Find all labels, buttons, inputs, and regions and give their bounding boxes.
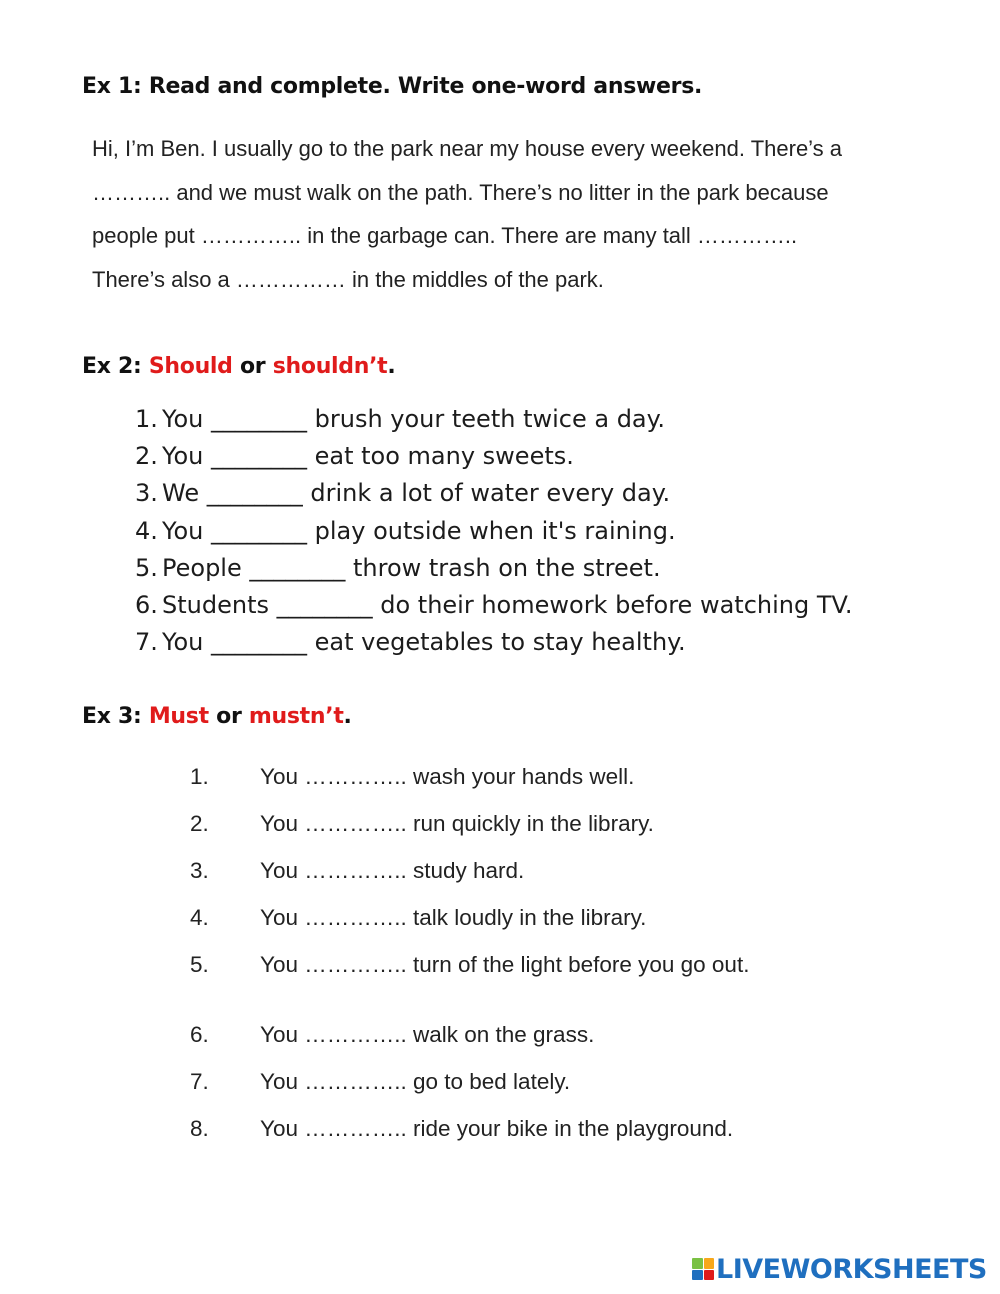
item-text: Students ________ do their homework before watching TV. xyxy=(162,590,853,619)
ex3-item xyxy=(190,1067,570,1097)
ex3-item xyxy=(190,762,634,792)
item-text: We ________ drink a lot of water every day. xyxy=(162,479,671,508)
ex3-word-mustnt: mustn’t xyxy=(248,704,344,729)
liveworksheets-logo[interactable] xyxy=(692,1252,987,1286)
ex3-item xyxy=(190,1114,733,1144)
passage-line: Hi, I’m Ben. I usually go to the park near my house every weekend. There’s a xyxy=(92,136,843,161)
ex3-item xyxy=(190,950,749,980)
item-number: 1. xyxy=(190,764,209,789)
item-number: 3. xyxy=(135,479,158,508)
ex2-item xyxy=(135,627,852,664)
ex2-title xyxy=(82,354,395,379)
item-text: You ________ play outside when it's raining. xyxy=(162,516,676,545)
item-number: 1. xyxy=(135,405,158,433)
ex3-item xyxy=(190,1020,594,1050)
ex2-word-shouldnt: shouldn’t xyxy=(272,354,388,379)
item-number: 6. xyxy=(190,1022,209,1047)
passage-line: people put ………….. in the garbage can. There are many tall ………….. xyxy=(92,223,798,248)
item-text: You ………….. walk on the grass. xyxy=(260,1022,595,1047)
item-text: You ………….. talk loudly in the library. xyxy=(260,905,647,930)
ex2-item xyxy=(135,404,852,441)
ex2-item xyxy=(135,516,852,553)
item-number: 8. xyxy=(190,1116,209,1141)
ex3-word-must: Must xyxy=(148,704,209,729)
item-text: You ________ eat too many sweets. xyxy=(162,442,574,471)
ex3-connector: or xyxy=(208,704,249,729)
ex2-word-should: Should xyxy=(148,354,233,379)
item-number: 5. xyxy=(190,952,209,977)
ex3-title-prefix: Ex 3: xyxy=(82,704,149,729)
ex2-item xyxy=(135,478,852,515)
item-text: You ………….. study hard. xyxy=(260,858,525,883)
ex3-item xyxy=(190,809,654,839)
ex2-title-prefix: Ex 2: xyxy=(82,354,149,379)
ex3-title-end: . xyxy=(343,704,352,729)
item-text: You ________ brush your teeth twice a day. xyxy=(162,405,666,433)
item-number: 7. xyxy=(190,1069,209,1094)
item-text: You ………….. turn of the light before you go out. xyxy=(260,952,750,977)
ex2-connector: or xyxy=(232,354,273,379)
item-text: You ________ eat vegetables to stay healthy. xyxy=(162,628,686,657)
item-text: You ………….. run quickly in the library. xyxy=(260,811,654,836)
ex3-item xyxy=(190,903,646,933)
item-number: 4. xyxy=(190,905,209,930)
item-number: 2. xyxy=(190,811,209,836)
item-number: 6. xyxy=(135,590,158,619)
ex2-item xyxy=(135,553,852,590)
item-number: 7. xyxy=(135,628,158,657)
item-text: You ………….. wash your hands well. xyxy=(260,764,635,789)
item-text: People ________ throw trash on the street. xyxy=(162,553,661,582)
item-number: 5. xyxy=(135,553,158,582)
item-number: 3. xyxy=(190,858,209,883)
passage-line: There’s also a …………… in the middles of the park. xyxy=(92,266,604,292)
passage-line: ……….. and we must walk on the path. There’s no litter in the park because xyxy=(92,179,829,205)
liveworksheets-logo-icon xyxy=(692,1258,714,1280)
ex1-title: Ex 1: Read and complete. Write one-word answers. xyxy=(82,74,703,99)
item-number: 2. xyxy=(135,442,158,471)
logo-text: LIVEWORKSHEETS xyxy=(716,1253,987,1285)
ex1-passage xyxy=(92,134,972,308)
ex2-item xyxy=(135,590,852,627)
ex3-title xyxy=(82,704,352,729)
ex3-item xyxy=(190,856,524,886)
item-text: You ………….. ride your bike in the playground. xyxy=(260,1116,734,1141)
ex2-title-end: . xyxy=(387,354,396,379)
ex2-item xyxy=(135,441,852,478)
item-text: You ………….. go to bed lately. xyxy=(260,1069,571,1094)
item-number: 4. xyxy=(135,516,158,545)
ex2-list xyxy=(135,404,852,664)
